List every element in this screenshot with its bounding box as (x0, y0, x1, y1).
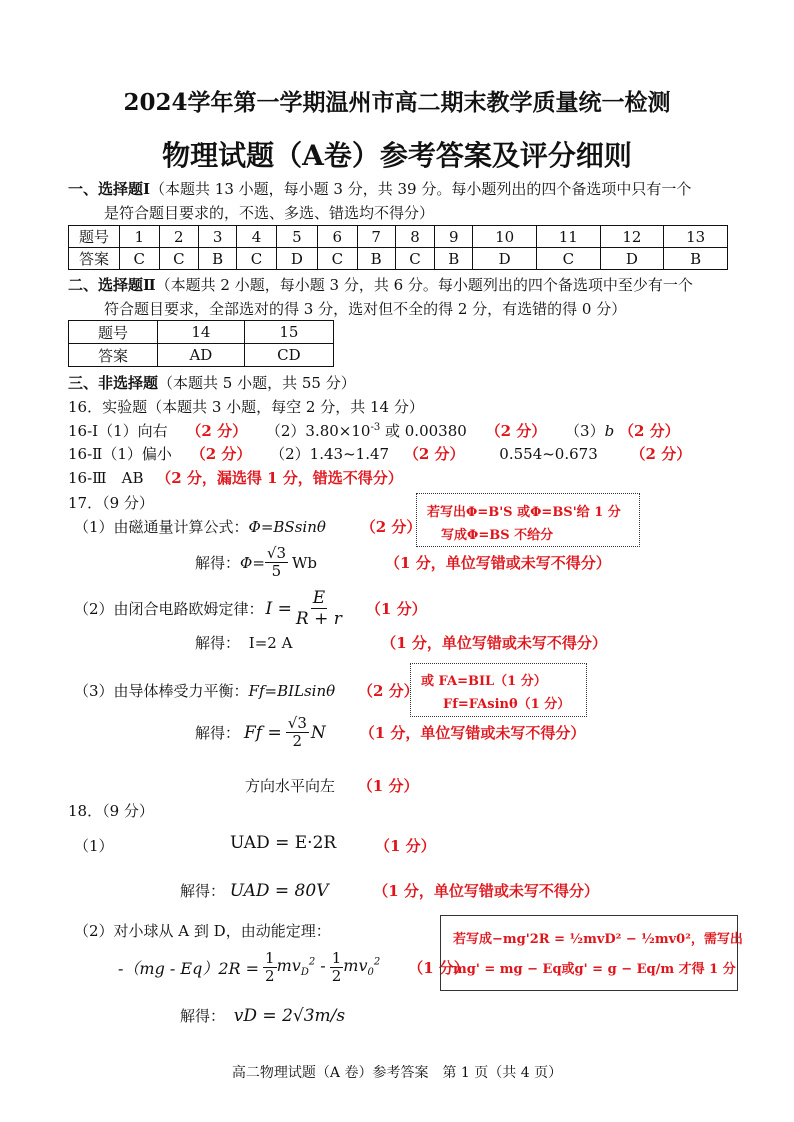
fraction-denominator: 2 (265, 967, 275, 985)
fraction-numerator: 1 (331, 949, 342, 967)
q17-title: 17．（9 分） (68, 494, 154, 512)
table-cell: C (237, 248, 277, 270)
table-cell: 7 (357, 226, 395, 248)
q17-part1 (74, 516, 421, 537)
table-cell: B (357, 248, 395, 270)
note-box-3 (440, 915, 743, 991)
table-cell: 15 (244, 321, 333, 344)
q18-part1-formula: UAD = E·2R (230, 833, 337, 853)
section3-desc: （本题共 5 小题，共 55 分） (158, 374, 356, 392)
fraction (265, 545, 288, 580)
result-value: vD = 2√3m/s (233, 1006, 346, 1026)
result-label: 解得： (195, 554, 241, 572)
q16-1-part2: （2）3.80×10 (265, 422, 371, 440)
table-header-cell: 题号 (69, 321, 158, 344)
q16-2-part3: 0.554~0.673 (499, 445, 598, 463)
q17-part3 (74, 680, 419, 701)
q17-part2-result (195, 632, 607, 653)
direction-text: 方向水平向左 (245, 777, 336, 795)
score-label: （2 分） (485, 422, 547, 440)
fraction-denominator: 2 (331, 967, 342, 985)
fraction-denominator: 5 (271, 562, 282, 580)
fraction-half (330, 950, 344, 985)
table-cell: D (600, 248, 664, 270)
q18-part1 (74, 835, 114, 856)
table-header-cell: 答案 (69, 344, 158, 367)
table-cell: C (120, 248, 160, 270)
section1-heading: 一、选择题Ⅰ (68, 180, 151, 198)
q18-part2-formula (118, 950, 469, 985)
score-label: （1 分，单位写错或未写不得分） (359, 724, 586, 742)
table-cell: B (199, 248, 237, 270)
table-cell: B (664, 248, 728, 270)
section2-heading: 二、选择题Ⅱ (68, 276, 156, 294)
score-label: （2 分） (357, 682, 419, 700)
result-value: UAD = 80V (229, 881, 329, 901)
q17-part1-formula: Φ=BSsinθ (248, 518, 326, 536)
table-cell: 6 (318, 226, 358, 248)
section3-heading: 三、非选择题 (68, 374, 159, 392)
table-cell: D (276, 248, 317, 270)
page-footer: 高二物理试题（A 卷）参考答案 第 1 页（共 4 页） (231, 1065, 563, 1081)
section2-answer-table (68, 320, 334, 367)
q16-line1 (68, 420, 680, 441)
section3-heading-line (68, 372, 356, 393)
table-cell: C (318, 248, 358, 270)
q18-part2-result (180, 1005, 345, 1026)
result-lhs: Φ= (240, 553, 265, 572)
note-box-1 (416, 493, 640, 547)
note-line: 若写成−mg'2R = ½mvD² − ½mv0²，需写出 (453, 932, 743, 947)
q17-part2-label: （2）由闭合电路欧姆定律： (74, 600, 264, 618)
q18-title: 18．（9 分） (68, 802, 154, 820)
fraction-numerator: E (312, 588, 326, 608)
table-cell: 9 (435, 226, 473, 248)
score-label: （2 分） (360, 518, 422, 536)
unit: Wb (292, 553, 318, 572)
table-row (69, 344, 334, 367)
section1-desc2: 是符合题目要求的，不选、多选、错选均不得分） (104, 204, 435, 222)
score-label: （2 分） (403, 445, 465, 463)
table-cell: 11 (536, 226, 600, 248)
section1-desc1: （本题共 13 小题，每小题 3 分，共 39 分。每小题列出的四个备选项中只有一个 (150, 180, 692, 198)
fraction (286, 715, 309, 750)
exam-title: 2024学年第一学期温州市高二期末教学质量统一检测 (123, 89, 671, 116)
fraction-numerator: √3 (266, 544, 286, 562)
table-cell: 4 (237, 226, 277, 248)
section2-heading-line (68, 274, 693, 295)
score-label: （2 分，漏选得 1 分，错选不得分） (156, 469, 403, 487)
table-cell: C (395, 248, 435, 270)
result-label: 解得： (180, 1007, 226, 1025)
section2-desc1: （本题共 2 小题，每小题 3 分，共 6 分。每小题列出的四个备选项中至少有一个 (155, 276, 693, 294)
table-cell: B (435, 248, 473, 270)
section1-answer-table (68, 225, 728, 270)
q16-1-exponent: -3 (370, 422, 381, 433)
score-label: （1 分，单位写错或未写不得分） (373, 882, 599, 900)
score-label: （1 分） (375, 837, 436, 855)
note-line: 或 FA=BIL（1 分） (421, 674, 547, 689)
score-label: （2 分） (618, 422, 680, 440)
section2-desc2: 符合题目要求，全部选对的得 3 分，选对但不全的得 2 分，有选错的得 0 分） (104, 300, 627, 318)
q16-1-part3: （3） (565, 422, 605, 440)
q16-1-part1: 16-Ⅰ（1）向右 (68, 422, 168, 440)
score-label: （2 分） (186, 422, 248, 440)
q16-line2 (68, 443, 691, 464)
table-cell: C (159, 248, 199, 270)
table-cell: C (536, 248, 600, 270)
unit: N (310, 722, 326, 743)
q16-1-part2-alt: 或 0.00380 (380, 422, 467, 440)
score-label: （1 分） (357, 777, 419, 795)
fraction-denominator: R + r (295, 609, 342, 629)
table-header-cell: 答案 (69, 248, 120, 270)
answer-key-title: 物理试题（A卷）参考答案及评分细则 (162, 139, 632, 172)
table-cell: AD (158, 344, 245, 367)
q16-3-answer: 16-Ⅲ AB (68, 469, 144, 487)
fraction (296, 588, 342, 629)
fraction-denominator: 2 (292, 732, 303, 750)
fraction-half (263, 950, 277, 985)
q18-part2-label: （2）对小球从 A 到 D，由动能定理： (74, 922, 331, 940)
q17-part2 (74, 588, 427, 629)
note-line: 写成Φ=BS 不给分 (441, 528, 554, 543)
formula-term: $mv_0^2$ (343, 956, 381, 979)
fraction-numerator: √3 (287, 714, 307, 732)
q16-1-part3-var: b (604, 422, 615, 440)
result-value: I=2 A (248, 634, 293, 652)
note-line: mg' = mg − Eq或g' = g − Eq/m 才得 1 分 (453, 962, 736, 977)
q17-part1-label: （1）由磁通量计算公式： (74, 518, 249, 536)
q18-part1-label: （1） (74, 837, 114, 855)
score-label: （2 分） (630, 445, 692, 463)
fraction-numerator: 1 (265, 949, 275, 967)
table-row (69, 248, 728, 270)
score-label: （1 分，单位写错或未写不得分） (385, 554, 611, 572)
table-cell: D (473, 248, 537, 270)
score-label: （1 分） (408, 959, 469, 977)
q17-part1-result (195, 545, 611, 580)
section1-heading-line (68, 178, 691, 199)
table-header-cell: 题号 (69, 226, 120, 248)
note-line: Ff=FAsinθ（1 分） (443, 697, 571, 712)
formula-lhs: I = (265, 598, 292, 619)
q17-part3-direction (245, 775, 418, 796)
q17-part3-result (195, 715, 585, 750)
formula-term: $mv_D^2$ - (276, 956, 326, 979)
table-row (69, 226, 728, 248)
formula-left: -（mg - Eq）2R = (118, 959, 260, 978)
q16-2-part1: 16-Ⅱ（1）偏小 (68, 445, 172, 463)
result-lhs: Ff = (244, 722, 282, 743)
note-line: 若写出Φ=B'S 或Φ=BS'给 1 分 (427, 505, 621, 520)
score-label: （2 分） (190, 445, 252, 463)
result-label: 解得： (180, 882, 226, 900)
table-cell: 10 (473, 226, 537, 248)
score-label: （1 分） (365, 600, 427, 618)
result-label: 解得： (195, 724, 241, 742)
note-box-2 (410, 663, 587, 717)
q16-title: 16．实验题（本题共 3 小题，每空 2 分，共 14 分） (68, 398, 424, 416)
q17-part3-formula: Ff=BILsinθ (248, 682, 336, 700)
q17-part3-label: （3）由导体棒受力平衡： (74, 682, 249, 700)
table-cell: 1 (120, 226, 160, 248)
result-label: 解得： (195, 634, 241, 652)
table-cell: 3 (199, 226, 237, 248)
table-cell: 2 (159, 226, 199, 248)
table-cell: 13 (664, 226, 728, 248)
table-cell: 5 (276, 226, 317, 248)
q16-line3 (68, 467, 403, 488)
table-cell: 14 (158, 321, 245, 344)
q16-2-part2: （2）1.43~1.47 (270, 445, 390, 463)
q18-part1-result (180, 880, 599, 901)
table-cell: CD (244, 344, 333, 367)
table-cell: 8 (395, 226, 435, 248)
table-cell: 12 (600, 226, 664, 248)
table-row (69, 321, 334, 344)
score-label: （1 分，单位写错或未写不得分） (381, 634, 607, 652)
